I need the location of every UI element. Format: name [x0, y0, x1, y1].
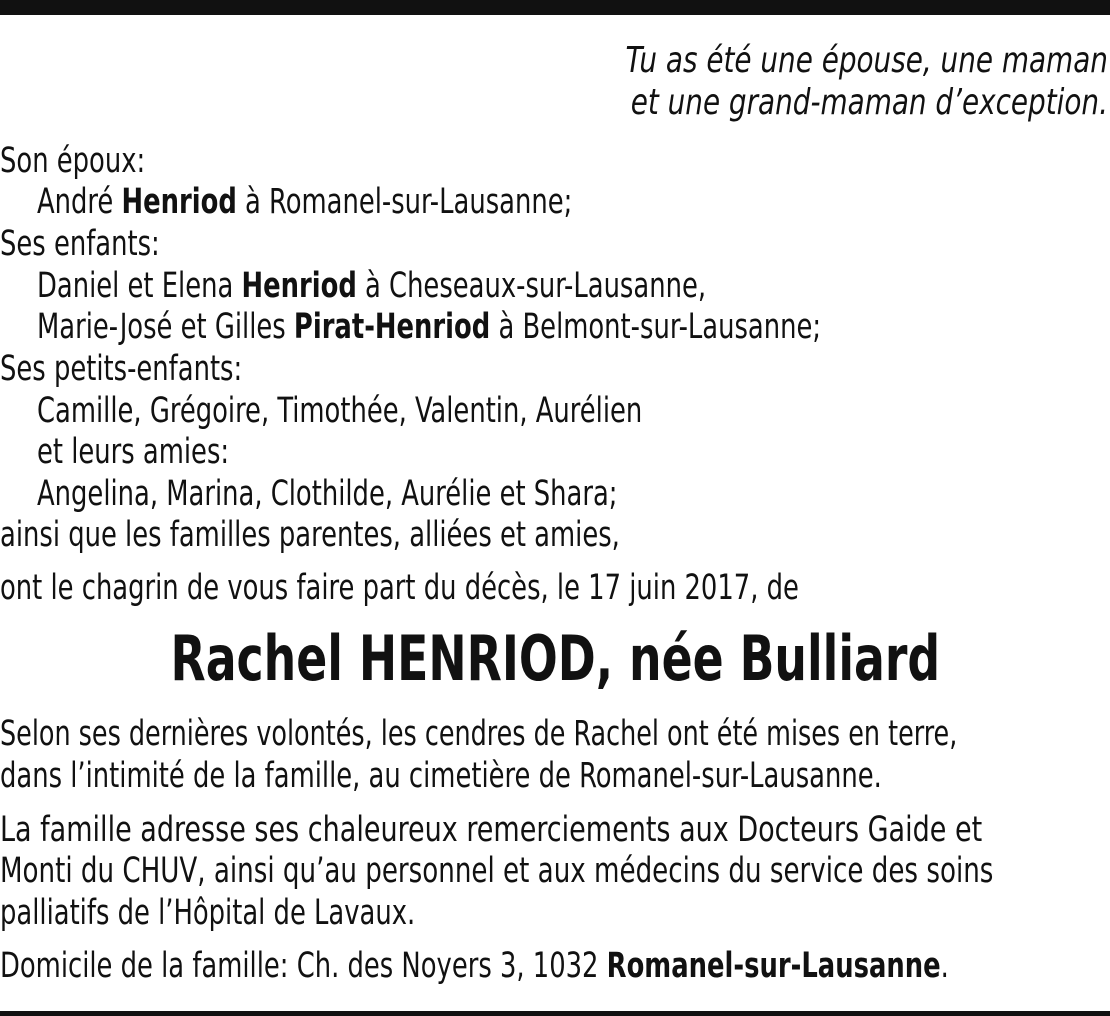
domicile-line: [0, 945, 949, 987]
child-2-first-names: Marie-José et Gilles: [37, 307, 294, 347]
thanks-line-1: La famille adresse ses chaleureux remerciements aux Docteurs Gaide et: [0, 810, 983, 850]
child-1-place: à Cheseaux-sur-Lausanne,: [356, 266, 707, 306]
domicile-period: .: [940, 946, 949, 986]
spouse-surname: Henriod: [121, 182, 237, 222]
announcement-line: ont le chagrin de vous faire part du décès, le 17 juin 2017, de: [0, 568, 799, 608]
child-1-surname: Henriod: [241, 266, 357, 306]
thanks-line-3: palliatifs de l’Hôpital de Lavaux.: [0, 893, 416, 933]
child-2-surname: Pirat-Henriod: [293, 307, 491, 347]
epigraph: [626, 40, 1108, 124]
bottom-rule: [0, 1011, 1110, 1016]
domicile-address: Domicile de la famille: Ch. des Noyers 3, 1032: [0, 946, 607, 986]
spouse-entry: [37, 181, 572, 223]
child-1-first-names: Daniel et Elena: [37, 266, 242, 306]
wishes-line-1: Selon ses dernières volontés, les cendres de Rachel ont été mises en terre,: [0, 714, 958, 754]
grandchildren-heading: Ses petits-enfants:: [0, 349, 243, 389]
child-2-place: à Belmont-sur-Lausanne;: [490, 307, 822, 347]
top-rule: [0, 0, 1110, 15]
deceased-name-text: Rachel HENRIOD, née Bulliard: [170, 622, 940, 695]
spouse-place: à Romanel-sur-Lausanne;: [236, 182, 573, 222]
spouse-heading: Son époux:: [0, 141, 146, 181]
spouse-first-name: André: [37, 182, 122, 222]
child-entry-2: [37, 306, 821, 348]
epigraph-line-2: et une grand-maman d’exception.: [630, 82, 1108, 123]
thanks-line-2: Monti du CHUV, ainsi qu’au personnel et aux médecins du service des soins: [0, 851, 994, 891]
deceased-name: [0, 622, 1110, 696]
grandchildren-names: Camille, Grégoire, Timothée, Valentin, Aurélien: [37, 391, 643, 431]
grandchildren-friends: Angelina, Marina, Clothilde, Aurélie et Shara;: [37, 474, 618, 514]
epigraph-line-1: Tu as été une épouse, une maman: [625, 40, 1108, 81]
children-heading: Ses enfants:: [0, 224, 160, 264]
families-line: ainsi que les familles parentes, alliées et amies,: [0, 515, 620, 555]
grandchildren-friends-heading: et leurs amies:: [37, 432, 230, 472]
child-entry-1: [37, 265, 706, 307]
domicile-town: Romanel-sur-Lausanne: [606, 946, 941, 986]
wishes-line-2: dans l’intimité de la famille, au cimetière de Romanel-sur-Lausanne.: [0, 756, 882, 796]
